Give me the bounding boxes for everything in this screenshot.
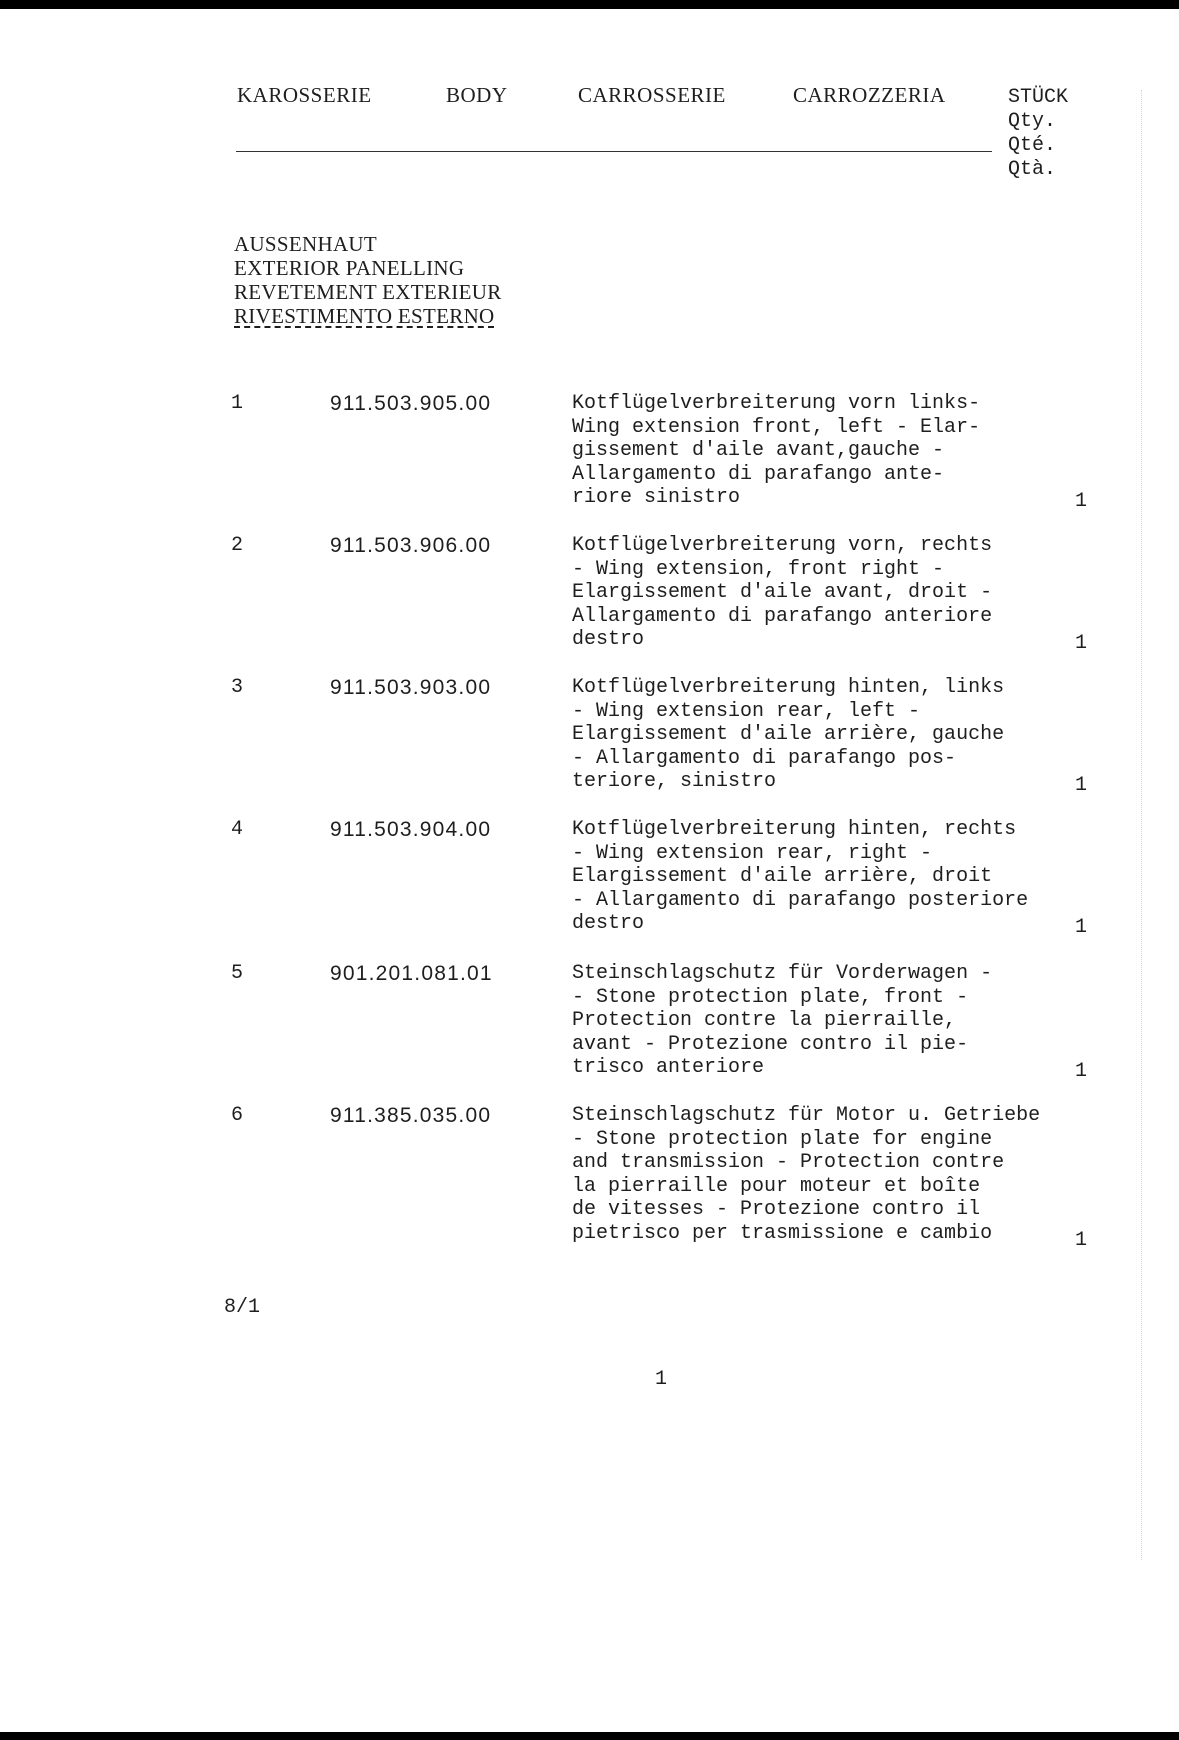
item-number: 1 (231, 392, 244, 415)
item-quantity: 1 (1075, 632, 1088, 655)
header-col-carrosserie: CARROSSERIE (578, 83, 726, 107)
header-divider (236, 151, 992, 152)
section-title-en: EXTERIOR PANELLING (234, 256, 465, 280)
part-number: 911.503.904.00 (330, 818, 492, 841)
section-title-it: RIVESTIMENTO ESTERNO (234, 304, 495, 328)
part-number: 911.503.906.00 (330, 534, 492, 557)
scan-border-top (0, 0, 1179, 9)
header-qty-de: STÜCK (1008, 86, 1069, 109)
section-title (234, 232, 502, 328)
header-col-carrozzeria: CARROZZERIA (793, 83, 946, 107)
header-col-body: BODY (446, 83, 508, 107)
part-description: Steinschlagschutz für Vorderwagen - - Stone protection plate, front - Protection contre la pierraille, avant - Protezione contro il pie- trisco anteriore (572, 962, 993, 1080)
scan-margin-artifact (1141, 90, 1142, 1560)
header-qty-fr: Qté. (1008, 134, 1057, 157)
item-number: 2 (231, 534, 244, 557)
header-qty-it: Qtà. (1008, 158, 1057, 181)
section-title-fr: REVETEMENT EXTERIEUR (234, 280, 502, 304)
header-qty-en: Qty. (1008, 110, 1057, 133)
item-number: 3 (231, 676, 244, 699)
item-quantity: 1 (1075, 916, 1088, 939)
page-reference: 8/1 (224, 1296, 261, 1319)
part-number: 911.503.905.00 (330, 392, 492, 415)
item-number: 5 (231, 962, 244, 985)
part-description: Kotflügelverbreiterung vorn, rechts - Wing extension, front right - Elargissement d'aile avant, droit - Allargamento di parafango anteriore destro (572, 534, 993, 652)
page-number: 1 (655, 1368, 668, 1391)
part-description: Kotflügelverbreiterung hinten, links - Wing extension rear, left - Elargissement d'aile arrière, gauche - Allargamento di parafango pos- teriore, sinistro (572, 676, 1005, 794)
item-quantity: 1 (1075, 774, 1088, 797)
header-col-karosserie: KAROSSERIE (237, 83, 372, 107)
item-quantity: 1 (1075, 1060, 1088, 1083)
scan-border-bottom (0, 1732, 1179, 1740)
item-quantity: 1 (1075, 490, 1088, 513)
part-description: Steinschlagschutz für Motor u. Getriebe - Stone protection plate for engine and transmission - Protection contre la pierraille pour moteur et boîte de vitesses - Protezione contro il pietrisco per trasmissione e cambio (572, 1104, 1041, 1245)
item-number: 4 (231, 818, 244, 841)
item-quantity: 1 (1075, 1229, 1088, 1252)
header-qty-column (1008, 86, 1068, 182)
part-number: 901.201.081.01 (330, 962, 493, 985)
part-number: 911.385.035.00 (330, 1104, 492, 1127)
part-number: 911.503.903.00 (330, 676, 492, 699)
section-title-de: AUSSENHAUT (234, 232, 378, 256)
part-description: Kotflügelverbreiterung vorn links- Wing extension front, left - Elar- gissement d'aile avant,gauche - Allargamento di parafango ante- riore sinistro (572, 392, 981, 510)
item-number: 6 (231, 1104, 244, 1127)
part-description: Kotflügelverbreiterung hinten, rechts - Wing extension rear, right - Elargissement d'aile arrière, droit - Allargamento di parafango posteriore destro (572, 818, 1029, 936)
